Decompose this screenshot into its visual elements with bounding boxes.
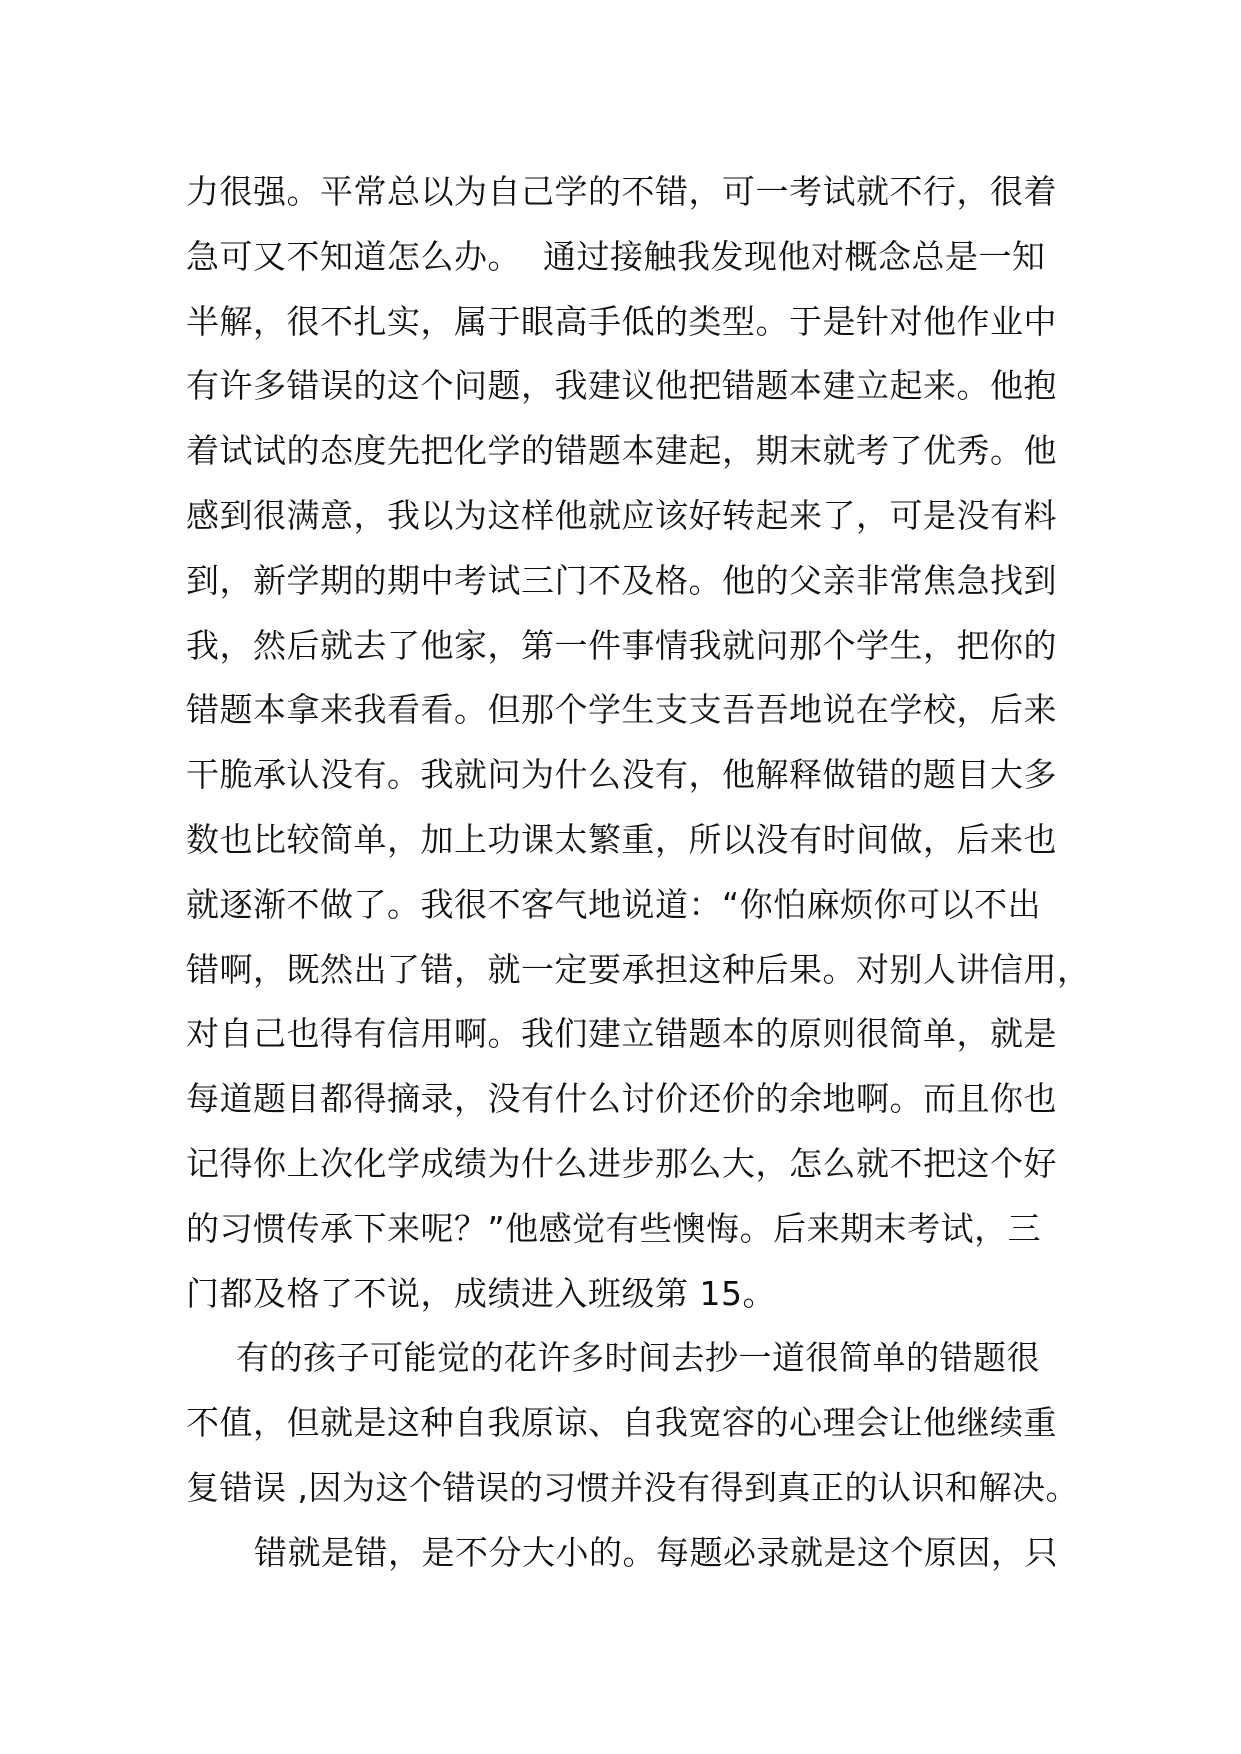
text-line: 急可又不知道怎么办。 通过接触我发现他对概念总是一知 bbox=[186, 236, 1046, 276]
text-line: 不值，但就是这种自我原谅、自我宽容的心理会让他继续重 bbox=[186, 1403, 1057, 1443]
paragraph-start-line: 错就是错，是不分大小的。每题必录就是这个原因，只 bbox=[254, 1532, 1058, 1572]
text-line: 着试试的态度先把化学的错题本建起，期末就考了优秀。他 bbox=[186, 431, 1057, 471]
text-line: 门都及格了不说，成绩进入班级第 15。 bbox=[186, 1273, 776, 1313]
text-line: 的习惯传承下来呢？”他感觉有些懊悔。后来期末考试，三 bbox=[186, 1208, 1042, 1248]
text-line: 我，然后就去了他家，第一件事情我就问那个学生，把你的 bbox=[186, 625, 1057, 665]
text-line: 错啊，既然出了错，就一定要承担这种后果。对别人讲信用， bbox=[186, 949, 1091, 989]
text-line: 半解，很不扎实，属于眼高手低的类型。于是针对他作业中 bbox=[186, 301, 1057, 341]
text-line: 到，新学期的期中考试三门不及格。他的父亲非常焦急找到 bbox=[186, 560, 1057, 600]
text-line: 记得你上次化学成绩为什么进步那么大，怎么就不把这个好 bbox=[186, 1143, 1057, 1183]
text-line: 力很强。平常总以为自己学的不错，可一考试就不行，很着 bbox=[186, 172, 1057, 211]
text-line: 每道题目都得摘录，没有什么讨价还价的余地啊。而且你也 bbox=[186, 1079, 1057, 1119]
text-line: 对自己也得有信用啊。我们建立错题本的原则很简单，就是 bbox=[186, 1014, 1057, 1054]
text-line: 数也比较简单，加上功课太繁重，所以没有时间做，后来也 bbox=[186, 819, 1057, 859]
text-line: 就逐渐不做了。我很不客气地说道：“你怕麻烦你可以不出 bbox=[186, 884, 1042, 924]
document-body bbox=[186, 160, 1091, 1586]
text-line: 感到很满意，我以为这样他就应该好转起来了，可是没有料 bbox=[186, 495, 1057, 535]
text-line: 有许多错误的这个问题，我建议他把错题本建立起来。他抱 bbox=[186, 366, 1057, 406]
text-line: 干脆承认没有。我就问为什么没有，他解释做错的题目大多 bbox=[186, 755, 1057, 795]
text-line: 复错误 ,因为这个错误的习惯并没有得到真正的认识和解决。 bbox=[186, 1467, 1079, 1507]
paragraph-start-line: 有的孩子可能觉的花许多时间去抄一道很简单的错题很 bbox=[236, 1338, 1040, 1378]
text-line: 错题本拿来我看看。但那个学生支支吾吾地说在学校，后来 bbox=[186, 690, 1057, 730]
